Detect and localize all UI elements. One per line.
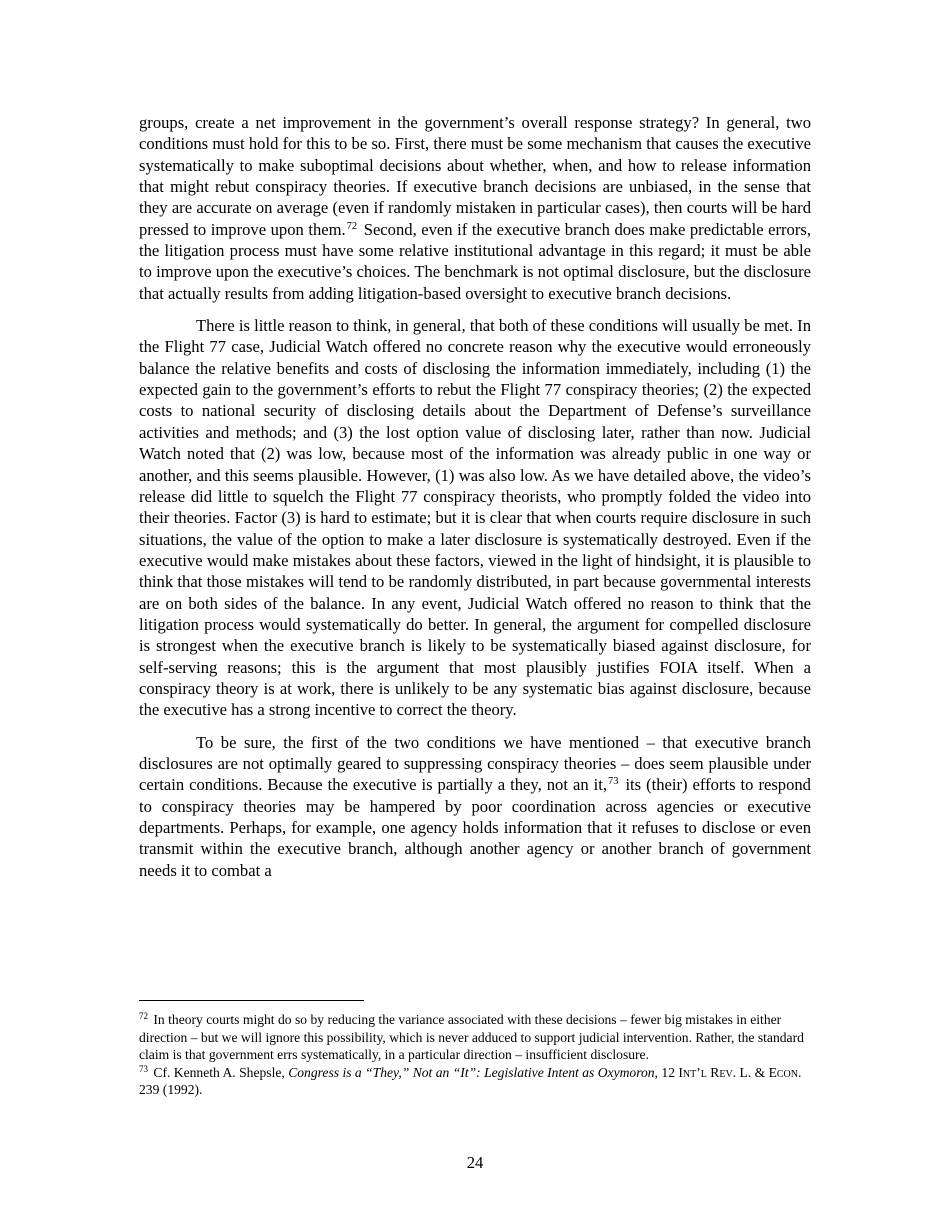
paragraph-text: Second, even if the executive branch does make predictable errors, the litigation process must have some relative institutional advantage in this regard; it must be able to improve upon the executive’s choices. The benchmark is not optimal disclosure, but the disclosure that actually results from adding litigation-based oversight to executive branch decisions. bbox=[139, 219, 811, 303]
page-number: 24 bbox=[466, 1153, 484, 1172]
footnote-number: 73 bbox=[139, 1063, 148, 1074]
paragraph-1 bbox=[139, 112, 811, 304]
footnote-73 bbox=[139, 1064, 811, 1099]
footnote-ref-72[interactable]: 72 bbox=[346, 220, 358, 232]
paragraph-2: There is little reason to think, in general, that both of these conditions will usually be met. In the Flight 77 case, Judicial Watch offered no concrete reason why the executive would erroneously balance the relative benefits and costs of disclosing the information immediately, including (1) the expected gain to the government’s efforts to rebut the Flight 77 conspiracy theories; (2) the expected costs to national security of disclosing details about the Department of Defense’s surveillance activities and methods; and (3) the lost option value of disclosing later, rather than now. Judicial Watch noted that (2) was low, because most of the information was already public in one way or another, and this seems plausible. However, (1) was also low. As we have detailed above, the video’s release did little to squelch the Flight 77 conspiracy theorists, who promptly folded the video into their theories. Factor (3) is hard to estimate; but it is clear that when courts require disclosure in such situations, the value of the option to make a later disclosure is systematically destroyed. Even if the executive would make mistakes about these factors, viewed in the light of hindsight, it is plausible to think that those mistakes will tend to be randomly distributed, in part because governmental interests are on both sides of the balance. In any event, Judicial Watch offered no reason to think that the litigation process would systematically do better. In general, the argument for compelled disclosure is strongest when the executive branch is likely to be systematically biased against disclosure, for self-serving reasons; this is the argument that most plausibly justifies FOIA itself. When a conspiracy theory is at work, there is unlikely to be any systematic bias against disclosure, because the executive has a strong incentive to correct the theory. bbox=[139, 316, 811, 720]
paragraph-text: its (their) efforts to respond to conspiracy theories may be hampered by poor coordination across agencies or executive departments. Perhaps, for example, one agency holds information that it refuses to disclose or even transmit within the executive branch, although another agency or another branch of government needs it to combat a bbox=[139, 775, 811, 880]
main-text bbox=[139, 112, 811, 892]
footnote-number: 72 bbox=[139, 1011, 148, 1021]
footnote-text: 239 (1992). bbox=[139, 1082, 203, 1098]
footnote-text: Cf. Kenneth A. Shepsle, bbox=[150, 1064, 289, 1080]
footnote-ref-73[interactable]: 73 bbox=[607, 776, 619, 788]
footnotes bbox=[139, 1011, 811, 1099]
footnote-text: , 12 bbox=[654, 1064, 679, 1080]
journal-name: Int’l Rev. L. & Econ. bbox=[678, 1064, 802, 1080]
paragraph-text: To be sure, the first of the two conditions we have mentioned – that executive branch disclosures are not optimally geared to suppressing conspiracy theories – does seem plausible under certain conditions. Because the executive is partially a they, not an it, bbox=[139, 732, 811, 795]
footnote-72 bbox=[139, 1011, 811, 1064]
footnote-text: In theory courts might do so by reducing the variance associated with these decisions – fewer big mistakes in either direction – but we will ignore this possibility, which is never adduced to support judicial intervention. Rather, the standard claim is that government errs systematically, in a particular direction – insufficient disclosure. bbox=[139, 1012, 804, 1063]
paragraph-text: groups, create a net improvement in the government’s overall response strategy? In general, two conditions must hold for this to be so. First, there must be some mechanism that causes the executive systematically to make suboptimal decisions about whether, when, and how to release information that might rebut conspiracy theories. If executive branch decisions are unbiased, in the sense that they are accurate on average (even if randomly mistaken in particular cases), then courts will be hard pressed to improve upon them. bbox=[139, 113, 811, 239]
paragraph-3 bbox=[139, 732, 811, 881]
footnote-separator bbox=[139, 1000, 364, 1001]
cited-title: Congress is a “They,” Not an “It”: Legislative Intent as Oxymoron bbox=[288, 1064, 655, 1080]
